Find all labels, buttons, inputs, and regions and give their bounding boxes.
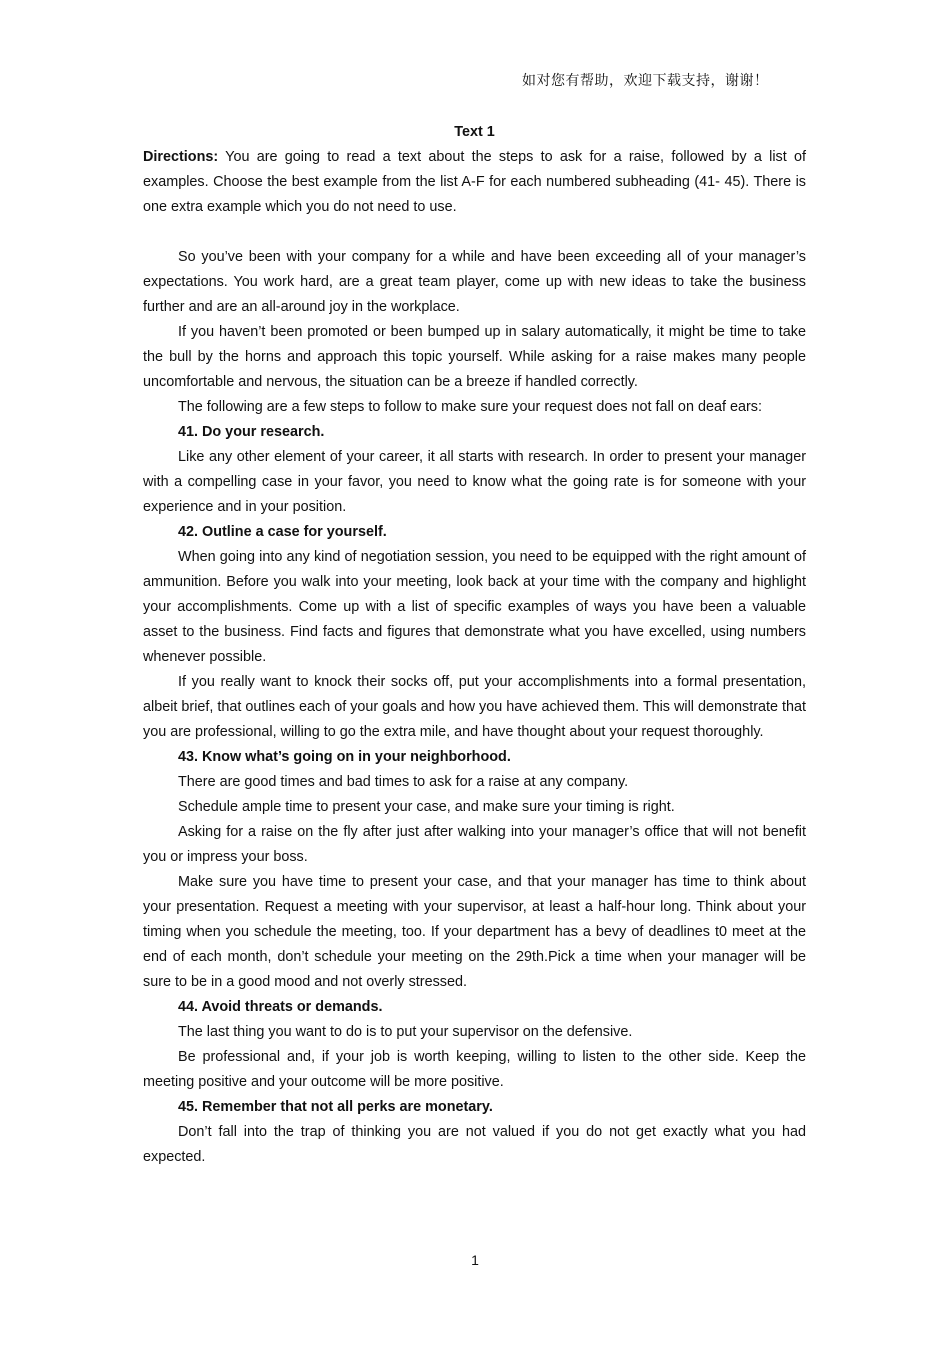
section-heading-41: 41. Do your research. xyxy=(178,424,325,440)
header-note: 如对您有帮助，欢迎下载支持，谢谢！ xyxy=(522,73,769,89)
page-number: 1 xyxy=(471,1252,479,1268)
directions-text: You are going to read a text about the steps to ask for a raise, followed by a list of examples. Choose the best example from the list A-F for each numbered subheading (41- 45). There is one extra example which you do not need to use. xyxy=(143,149,806,215)
intro-paragraph: So you’ve been with your company for a while and have been exceeding all of your manager’s expectations. You work hard, are a great team player, come up with new ideas to take the business further and are an all-around joy in the workplace. xyxy=(143,249,806,315)
directions-label: Directions: xyxy=(143,149,219,165)
section-paragraph: Like any other element of your career, it all starts with research. In order to present your manager with a compelling case in your favor, you need to know what the going rate is for someone with your experience and in your position. xyxy=(143,449,806,515)
section-heading-45: 45. Remember that not all perks are monetary. xyxy=(178,1099,493,1115)
section-paragraph: Make sure you have time to present your case, and that your manager has time to think about your presentation. Request a meeting with your supervisor, at least a half-hour long. Think about your timing when you schedule the meeting, too. If your department has a bevy of deadlines t0 meet at the end of each month, don’t schedule your meeting on the 29th.Pick a time when your manager will be sure to be in a good mood and not overly stressed. xyxy=(143,874,806,990)
directions xyxy=(143,145,806,220)
intro-paragraph: The following are a few steps to follow to make sure your request does not fall on deaf ears: xyxy=(178,399,762,415)
section-paragraph: The last thing you want to do is to put your supervisor on the defensive. xyxy=(178,1024,633,1040)
section-heading-44: 44. Avoid threats or demands. xyxy=(178,999,383,1015)
intro-paragraph: If you haven’t been promoted or been bumped up in salary automatically, it might be time to take the bull by the horns and approach this topic yourself. While asking for a raise makes many people uncomfortable and nervous, the situation can be a breeze if handled correctly. xyxy=(143,324,806,390)
document-body xyxy=(143,120,806,1170)
section-paragraph: Schedule ample time to present your case, and make sure your timing is right. xyxy=(178,799,675,815)
document-title: Text 1 xyxy=(454,124,495,140)
section-paragraph: Don’t fall into the trap of thinking you are not valued if you do not get exactly what you had expected. xyxy=(143,1124,806,1165)
section-paragraph: Be professional and, if your job is worth keeping, willing to listen to the other side. Keep the meeting positive and your outcome will be more positive. xyxy=(143,1049,806,1090)
section-heading-43: 43. Know what’s going on in your neighborhood. xyxy=(178,749,511,765)
section-heading-42: 42. Outline a case for yourself. xyxy=(178,524,387,540)
section-paragraph: There are good times and bad times to ask for a raise at any company. xyxy=(178,774,629,790)
section-paragraph: When going into any kind of negotiation session, you need to be equipped with the right amount of ammunition. Before you walk into your meeting, look back at your time with the company and highlight your accomplishments. Come up with a list of specific examples of ways you have been a valuable asset to the business. Find facts and figures that demonstrate what you have excelled, using numbers whenever possible. xyxy=(143,549,806,665)
section-paragraph: If you really want to knock their socks off, put your accomplishments into a formal presentation, albeit brief, that outlines each of your goals and how you have achieved them. This will demonstrate that you are professional, willing to go the extra mile, and have thought about your request thoroughly. xyxy=(143,674,806,740)
section-paragraph: Asking for a raise on the fly after just after walking into your manager’s office that will not benefit you or impress your boss. xyxy=(143,824,806,865)
